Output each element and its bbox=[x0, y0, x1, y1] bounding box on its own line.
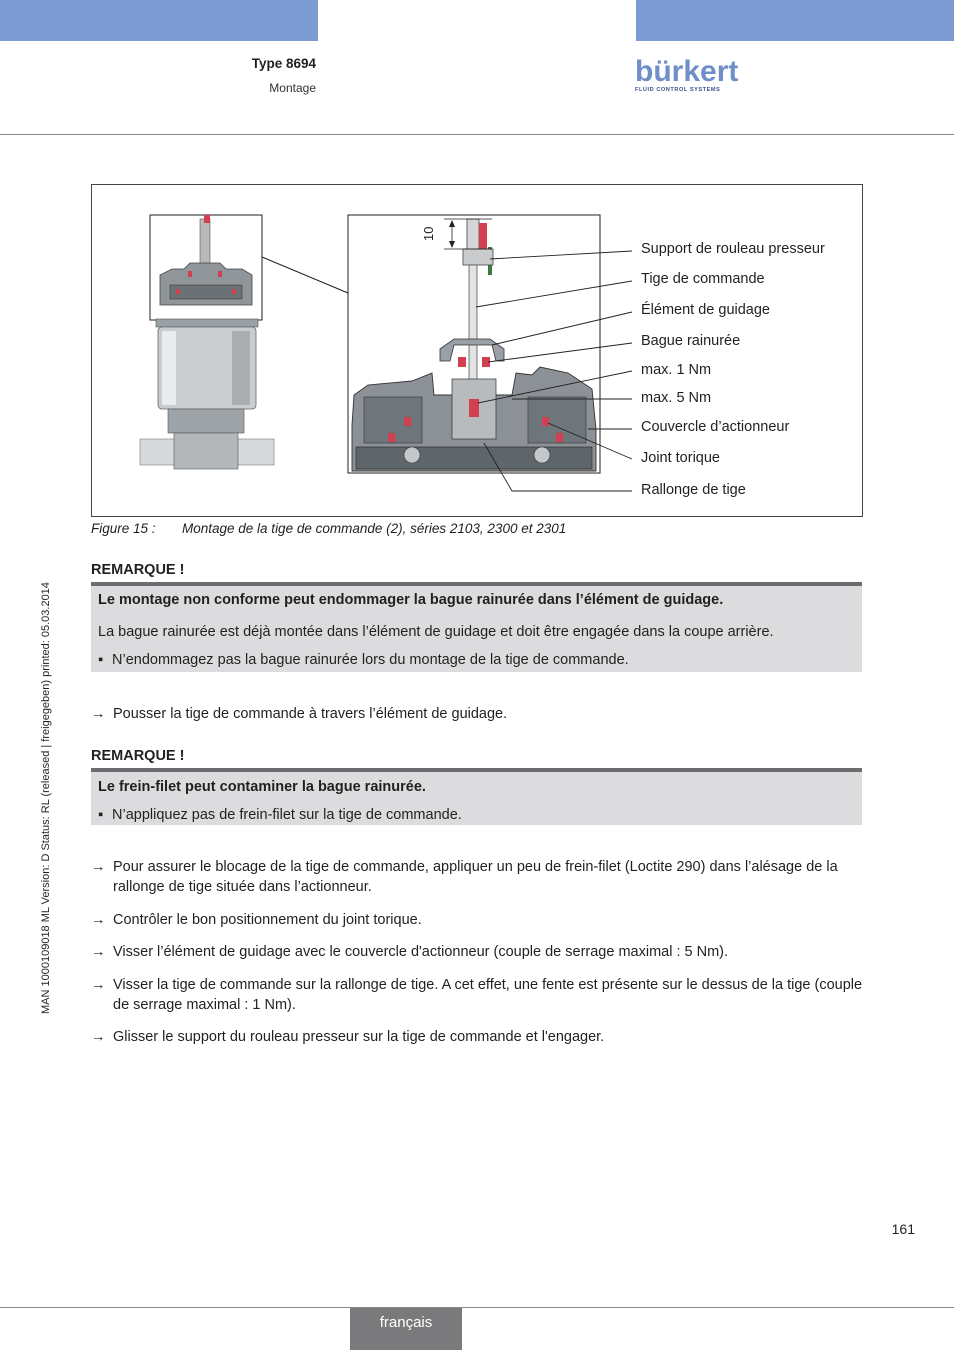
callout-bague-rainuree: Bague rainurée bbox=[641, 333, 741, 349]
logo-wordmark: bürkert bbox=[635, 55, 739, 88]
callout-tige-commande: Tige de commande bbox=[641, 271, 765, 287]
arrow-icon: → bbox=[91, 1029, 106, 1045]
notice-1-bullet: ▪ N’endommagez pas la bague rainurée lors du montage de la tige de commande. bbox=[98, 652, 629, 668]
figure-number: Figure 15 : bbox=[91, 521, 156, 536]
arrow-icon: → bbox=[91, 977, 106, 993]
callout-rallonge-tige: Rallonge de tige bbox=[641, 482, 746, 498]
callout-max-1nm: max. 1 Nm bbox=[641, 362, 712, 378]
callout-couvercle-actionneur: Couvercle d’actionneur bbox=[641, 419, 790, 435]
figure-caption bbox=[91, 521, 566, 536]
page-number: 161 bbox=[891, 1221, 915, 1237]
header-bar-left bbox=[0, 0, 318, 41]
step-screw-guide: → Visser l’élément de guidage avec le couvercle d'actionneur (couple de serrage maximal : 5 Nm). bbox=[91, 944, 729, 960]
step-check-oring: → Contrôler le bon positionnement du joint torique. bbox=[91, 912, 422, 928]
callout-joint-torique: Joint torique bbox=[641, 450, 720, 466]
notice-2-bullet: ▪ N’appliquez pas de frein-filet sur la tige de commande. bbox=[98, 807, 462, 823]
step-screw-rod: → Visser la tige de commande sur la rallonge de tige. A cet effet, une fente est présente sur le dessus de la tige (couple de serrage maximal : 1 Nm). bbox=[91, 977, 863, 1013]
language-tab: français bbox=[350, 1308, 462, 1350]
figure-15 bbox=[91, 184, 863, 517]
arrow-icon: → bbox=[91, 706, 106, 722]
header-bar-right bbox=[636, 0, 954, 41]
notice-2-box bbox=[91, 768, 862, 825]
arrow-icon: → bbox=[91, 944, 106, 960]
valve-overview-drawing bbox=[140, 215, 274, 469]
document-type: Type 8694 bbox=[251, 56, 316, 71]
burkert-logo bbox=[635, 55, 739, 93]
logo-tagline: FLUID CONTROL SYSTEMS bbox=[635, 87, 721, 93]
step-loctite: → Pour assurer le blocage de la tige de commande, appliquer un peu de frein-filet (Loctite 290) dans l’alésage de la rallonge de tige située dans l’actionneur. bbox=[91, 859, 838, 895]
figure-caption-text: Montage de la tige de commande (2), séries 2103, 2300 et 2301 bbox=[182, 521, 567, 536]
header-divider bbox=[0, 134, 954, 135]
arrow-icon: → bbox=[91, 912, 106, 928]
notice-1-text: La bague rainurée est déjà montée dans l’élément de guidage et doit être engagée dans la coupe arrière. bbox=[98, 624, 774, 640]
bullet-icon: ▪ bbox=[98, 807, 104, 823]
section-name: Montage bbox=[269, 81, 316, 95]
notice-1-heading: Le montage non conforme peut endommager la bague rainurée dans l’élément de guidage. bbox=[98, 592, 724, 608]
callout-element-guidage: Élément de guidage bbox=[641, 302, 770, 318]
notice-2-title: REMARQUE ! bbox=[91, 748, 185, 764]
notice-1-title: REMARQUE ! bbox=[91, 562, 185, 578]
step-push-rod: → Pousser la tige de commande à travers l’élément de guidage. bbox=[91, 706, 508, 722]
step-slide-support: → Glisser le support du rouleau presseur sur la tige de commande et l'engager. bbox=[91, 1029, 605, 1045]
notice-2-heading: Le frein-filet peut contaminer la bague rainurée. bbox=[98, 779, 426, 795]
callout-support-rouleau: Support de rouleau presseur bbox=[641, 241, 825, 257]
arrow-icon: → bbox=[91, 859, 106, 875]
valve-assembly-illustration bbox=[92, 185, 864, 518]
valve-cross-section-drawing bbox=[352, 219, 596, 471]
callout-max-5nm: max. 5 Nm bbox=[641, 390, 712, 406]
footer-divider bbox=[0, 1307, 954, 1308]
notice-1-box bbox=[91, 582, 862, 672]
bullet-icon: ▪ bbox=[98, 652, 104, 668]
dimension-label: 10 bbox=[421, 226, 436, 241]
document-version-info: MAN 1000109018 ML Version: D Status: RL (released | freigegeben) printed: 05.03.2014 bbox=[40, 582, 52, 1014]
